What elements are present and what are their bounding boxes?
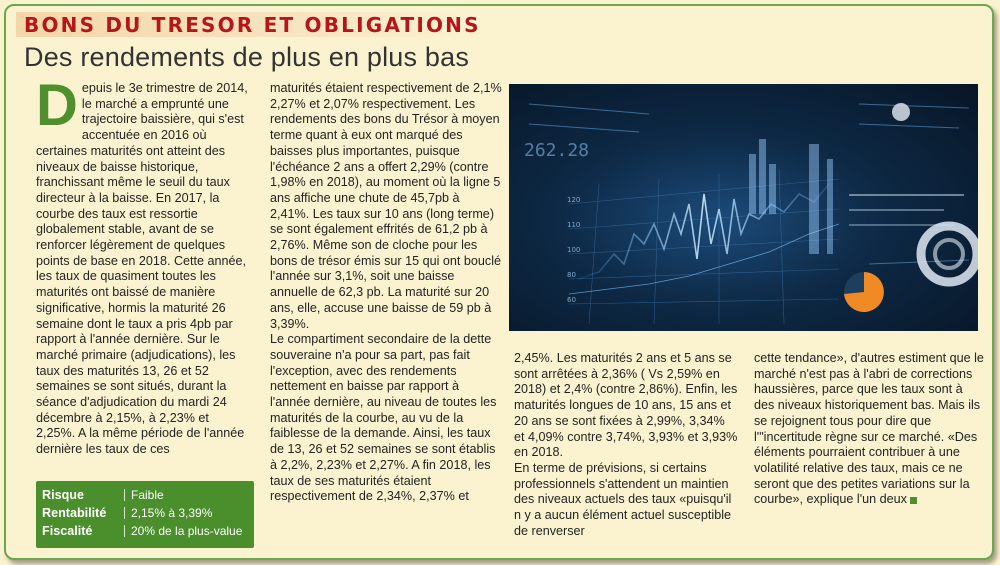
info-value: 2,15% à 3,39% bbox=[131, 506, 213, 520]
column-2-paragraph-1: maturités étaient respectivement de 2,1% 2,27% et 2,07% respectivement. Les rendements des bons du Trésor à moyen terme quant à eux ont marqué des baisses plus importantes, puisque l'échéance 2 ans a offert 2,29% (contre 1,98% en 2018), au moment où la ligne 5 ans affiche une chute de 45,7pb à 2,41%. Les taux sur 10 ans (long terme) se sont également effrités de 61,2 pb à 2,76%. Même son de cloche pour les bons de trésor émis sur 15 qui ont bouclé l'année sur 3,1%, soit une baisse annuelle de 62,3 pb. La maturité sur 20 ans, elle, accuse une baisse de 59 pb à 3,39%. bbox=[270, 81, 502, 331]
chart-illustration bbox=[509, 84, 978, 331]
svg-text:110: 110 bbox=[567, 221, 581, 229]
info-value: Faible bbox=[131, 488, 164, 502]
info-value: 20% de la plus-value bbox=[131, 524, 243, 538]
drop-cap: D bbox=[36, 73, 78, 138]
info-separator bbox=[124, 507, 125, 519]
article-column-4 bbox=[754, 351, 986, 508]
info-row-risk bbox=[42, 486, 248, 504]
donut-rings bbox=[921, 226, 977, 282]
info-label: Risque bbox=[42, 488, 84, 502]
finance-chart-photo bbox=[509, 84, 978, 331]
info-label: Fiscalité bbox=[42, 524, 93, 538]
column-1-text: epuis le 3e trimestre de 2014, le marché a emprunté une trajectoire baissière, qui s'est accentuée en 2016 où certaines maturités ont atteint des niveaux de baisse historique, franchissant même le seuil du taux directeur à la baisse. En 2017, la courbe des taux est ressortie globalement stable, avant de se renforcer légèrement de quelques points de base en 2018. Cette année, les taux de quasiment toutes les maturités ont baissé de manière significative, hormis la maturité 26 semaine dont le taux a pris 4pb par rapport à l'année dernière. Sur le marché primaire (adjudications), les taux des maturités 13, 26 et 52 semaines se sont situés, durant la séance d'adjudication du mardi 24 décembre à 2,15%, à 2,23% et 2,25%. A la même période de l'année dernière les taux de ces bbox=[36, 81, 248, 457]
info-row-return bbox=[42, 504, 248, 522]
bar-columns bbox=[749, 139, 833, 254]
chart-trend-line bbox=[579, 184, 829, 279]
end-of-article-mark bbox=[910, 497, 917, 504]
info-row-tax bbox=[42, 522, 248, 540]
info-label: Rentabilité bbox=[42, 506, 107, 520]
article-column-3 bbox=[514, 351, 738, 539]
info-separator bbox=[124, 525, 125, 537]
section-title: BONS DU TRESOR ET OBLIGATIONS bbox=[24, 13, 481, 37]
column-4-text bbox=[754, 351, 986, 508]
headline: Des rendements de plus en plus bas bbox=[24, 42, 470, 72]
svg-text:60: 60 bbox=[567, 296, 576, 304]
svg-text:100: 100 bbox=[567, 246, 581, 254]
info-separator bbox=[124, 489, 125, 501]
article-column-1 bbox=[36, 73, 251, 458]
svg-text:80: 80 bbox=[567, 271, 576, 279]
svg-text:120: 120 bbox=[567, 196, 581, 204]
column-3-paragraph-1: 2,45%. Les maturités 2 ans et 5 ans se sont arrêtées à 2,36% ( Vs 2,59% en 2018) et 2,4% (contre 2,86%). Enfin, les maturités longues de 10 ans, 15 ans et 20 ans se sont fixées à 2,99%, 3,34% et 4,09% contre 3,74%, 3,93% et 3,93% en 2018. bbox=[514, 351, 738, 460]
column-2-paragraph-2: Le compartiment secondaire de la dette souveraine n'a pour sa part, pas fait l'exception, avec des rendements nettement en baisse par rapport à l'année dernière, au niveau de toutes les maturités de la courbe, au vu de la faiblesse de la demande. Ainsi, les taux de 13, 26 et 52 semaines se sont établis à 2,2%, 2,23% et 2,27%. A fin 2018, les taux de ses maturités étaient respectivement de 2,34%, 2,37% et bbox=[270, 332, 497, 504]
column-4-body: cette tendance», d'autres estiment que le marché n'est pas à l'abri de corrections haussières, parce que les taux sont à des niveaux historiquement bas. Mais ils se rejoignent tous pour dire que l'"incertitude règne sur ce marché. «Des éléments pourraient contribuer à une volatilité relative des taux, mais ce ne seront que des petites variations sur la courbe», explique l'un deux bbox=[754, 351, 984, 507]
article-frame bbox=[4, 4, 994, 560]
grid-lines bbox=[569, 169, 839, 324]
pie-slice-icon bbox=[844, 272, 884, 312]
overlay-number: 262.28 bbox=[524, 140, 590, 161]
info-box bbox=[36, 481, 254, 548]
tick-labels bbox=[567, 196, 580, 304]
article-column-2 bbox=[270, 81, 502, 505]
column-3-paragraph-2: En terme de prévisions, si certains professionnels s'attendent un maintien des niveaux actuels des taux «puisqu'il n y a aucun élément actuel susceptible de renverser bbox=[514, 460, 732, 538]
